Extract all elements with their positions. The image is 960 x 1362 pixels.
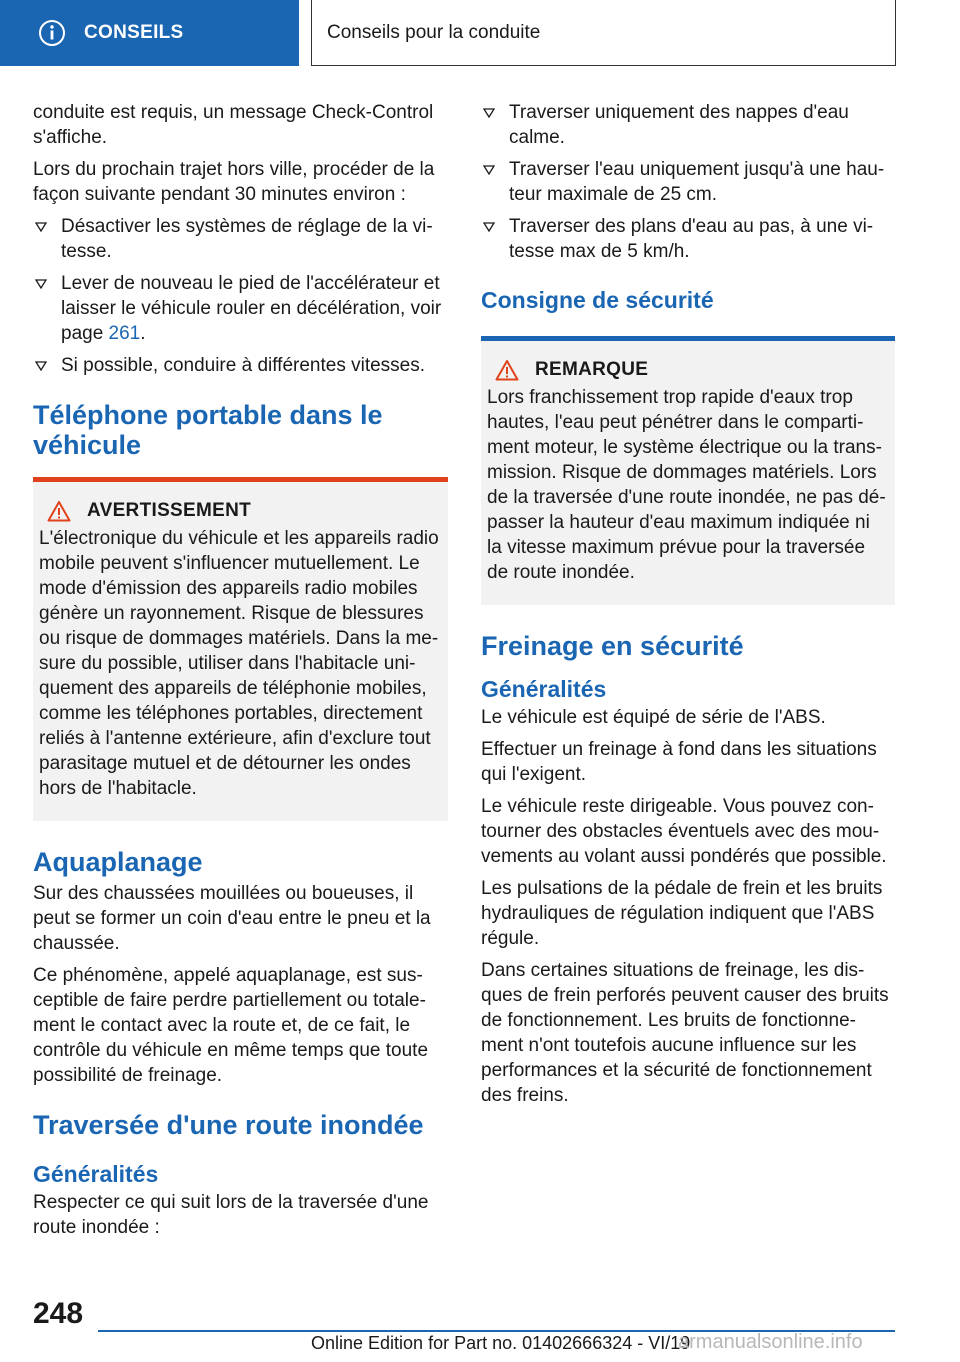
warning-title: AVERTISSEMENT — [87, 500, 252, 521]
warning-triangle-icon — [47, 500, 71, 522]
bullet-list — [481, 100, 895, 264]
paragraph: Le véhicule reste dirigeable. Vous pouvez con-tourner des obstacles éventuels avec des mou-vements au volant aussi pondérés que possible. — [481, 796, 887, 867]
list-item-text: Lever de nouveau le pied de l'accélérateur et laisser le véhicule rouler en décélération, voir page — [61, 273, 442, 344]
triangle-bullet-icon — [35, 361, 47, 371]
list-item-text-end: . — [140, 323, 146, 344]
paragraph: Ce phénomène, appelé aquaplanage, est sus-ceptible de faire perdre partiellement ou totale-ment le contact avec la route et, de ce fait, le contrôle du véhicule en même temps que toute possibilité de freinage. — [33, 965, 429, 1086]
list-item — [33, 214, 448, 264]
section-heading: Téléphone portable dans le véhicule — [33, 400, 383, 460]
list-item-text: Traverser uniquement des nappes d'eau calme. — [509, 102, 849, 148]
triangle-bullet-icon — [483, 222, 495, 232]
left-column — [33, 100, 448, 1247]
list-item — [481, 214, 895, 264]
list-item-text: Désactiver les systèmes de réglage de la vi-tesse. — [61, 216, 433, 262]
warning-header — [39, 500, 440, 522]
triangle-bullet-icon — [35, 222, 47, 232]
paragraph: Lors du prochain trajet hors ville, procéder de la façon suivante pendant 30 minutes environ : — [33, 159, 435, 205]
section-heading: Aquaplanage — [33, 847, 203, 877]
subsection-heading: Généralités — [481, 676, 607, 702]
section-heading: Traversée d'une route inondée — [33, 1110, 424, 1140]
triangle-bullet-icon — [483, 165, 495, 175]
list-item — [481, 100, 895, 150]
subsection-heading: Généralités — [33, 1161, 159, 1187]
chapter-title: Conseils pour la conduite — [311, 0, 896, 66]
paragraph: conduite est requis, un message Check-Control s'affiche. — [33, 102, 434, 148]
paragraph: Respecter ce qui suit lors de la traversée d'une route inondée : — [33, 1192, 429, 1238]
remark-title: REMARQUE — [535, 359, 649, 380]
paragraph: Effectuer un freinage à fond dans les situations qui l'exigent. — [481, 739, 877, 785]
triangle-bullet-icon — [483, 108, 495, 118]
list-item-text: Traverser des plans d'eau au pas, à une vi-tesse max de 5 km/h. — [509, 216, 874, 262]
remark-header — [487, 359, 887, 381]
page-link[interactable]: 261 — [108, 323, 141, 344]
warning-text: L'électronique du véhicule et les appareils radio mobile peuvent s'influencer mutuellement. Le mode d'émission des appareils radio mobiles génère un rayonnement. Risque de blessures ou risque de dommages matériels. Dans la me-sure du possible, utiliser dans l'habitacle uni-quement des appareils de téléphonie mobiles, comme les téléphones portables, directement reliés à l'antenne extérieure, afin d'exclure tout parasitage mutuel et de détourner les ondes hors de l'habitacle. — [39, 528, 439, 799]
watermark: armanualsonline.info — [678, 1331, 863, 1353]
section-tab — [0, 0, 299, 66]
section-heading: Freinage en sécurité — [481, 631, 744, 661]
section-tab-label: CONSEILS — [84, 22, 184, 43]
paragraph: Les pulsations de la pédale de frein et les bruits hydrauliques de régulation indiquent que l'ABS régule. — [481, 878, 883, 949]
remark-box — [481, 336, 895, 605]
page-number: 248 — [33, 1297, 84, 1330]
info-icon — [38, 19, 66, 47]
paragraph: Le véhicule est équipé de série de l'ABS. — [481, 707, 826, 728]
right-column — [481, 100, 895, 1115]
triangle-bullet-icon — [35, 279, 47, 289]
subsection-heading: Consigne de sécurité — [481, 287, 714, 313]
list-item — [33, 271, 448, 346]
paragraph: Sur des chaussées mouillées ou boueuses, il peut se former un coin d'eau entre le pneu et la chaussée. — [33, 883, 431, 954]
warning-box — [33, 477, 448, 821]
warning-triangle-icon — [495, 359, 519, 381]
list-item-text: Si possible, conduire à différentes vitesses. — [61, 355, 426, 376]
list-item — [33, 353, 448, 378]
list-item-text: Traverser l'eau uniquement jusqu'à une hau-teur maximale de 25 cm. — [509, 159, 885, 205]
page-header — [0, 0, 960, 66]
list-item — [481, 157, 895, 207]
bullet-list — [33, 214, 448, 378]
remark-text: Lors franchissement trop rapide d'eaux trop hautes, l'eau peut pénétrer dans le comparti-ment moteur, le système électrique ou la trans-mission. Risque de dommages matériels. Lors de la traversée d'une route inondée, ne pas dé-passer la hauteur d'eau maximum indiquée ni la vitesse maximum prévue pour la traversée de route inondée. — [487, 387, 886, 583]
paragraph: Dans certaines situations de freinage, les dis-ques de frein perforés peuvent causer des bruits de fonctionnement. Les bruits de fonctionne-ment n'ont toutefois aucune influence sur les performances et la sécurité de fonctionnement des freins. — [481, 960, 889, 1106]
footer-edition: Online Edition for Part no. 01402666324 - VI/19 — [311, 1333, 691, 1353]
